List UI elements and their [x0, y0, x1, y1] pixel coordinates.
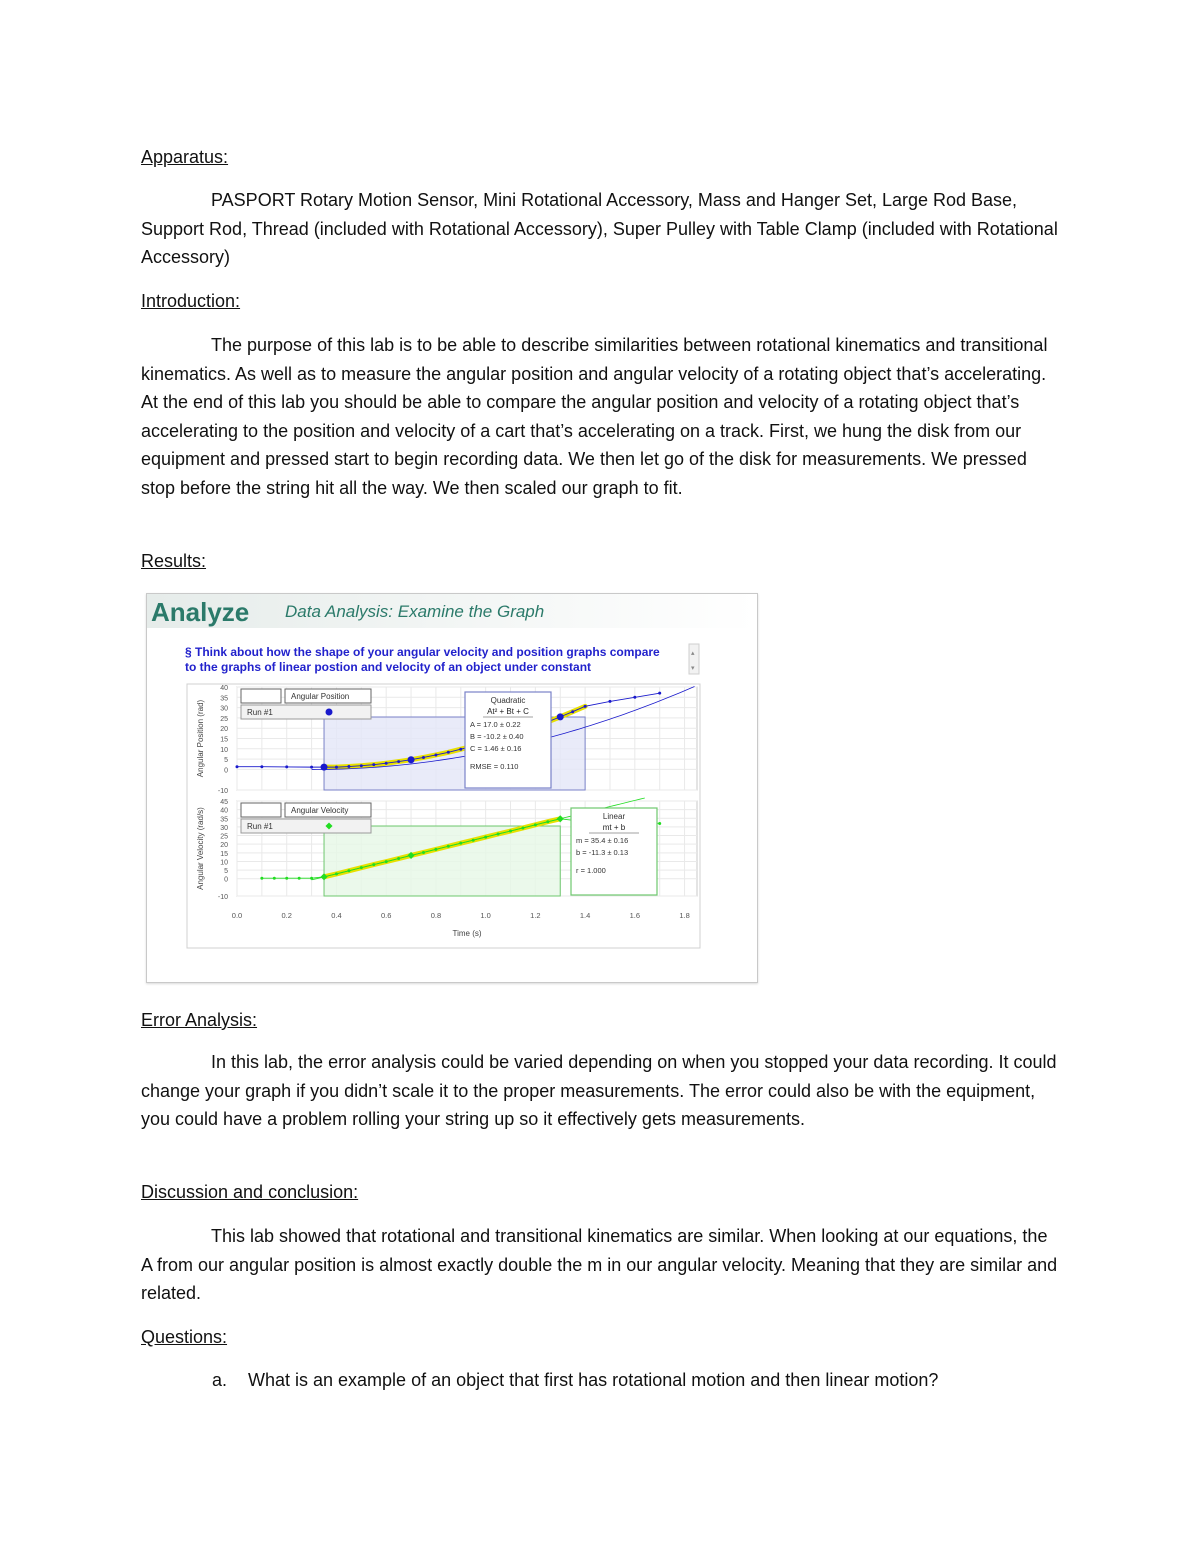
- position-legend-marker: [326, 709, 333, 716]
- position-y-tick-label: 40: [220, 685, 228, 692]
- x-tick-label: 1.8: [679, 911, 690, 920]
- x-tick-label: 1.6: [629, 911, 641, 920]
- velocity-data-point: [497, 832, 500, 835]
- position-marker-point: [557, 713, 564, 720]
- position-fit-line: RMSE = 0.110: [470, 762, 519, 771]
- velocity-data-point: [472, 839, 475, 842]
- velocity-legend-run: Run #1: [247, 822, 273, 831]
- velocity-fit-line: b = -11.3 ± 0.13: [576, 848, 629, 857]
- position-data-point: [236, 765, 239, 768]
- position-y-tick-label: 20: [220, 726, 228, 734]
- position-fit-equation: At² + Bt + C: [487, 707, 529, 716]
- velocity-y-tick-label: 35: [220, 816, 228, 824]
- x-tick-label: 0.8: [430, 911, 442, 920]
- scroll-up-icon[interactable]: ▴: [691, 649, 695, 657]
- position-fit-label: Quadratic: [490, 696, 526, 705]
- velocity-selection-region: [324, 826, 560, 896]
- position-marker-point: [408, 756, 415, 763]
- velocity-y-tick-label: 0: [224, 876, 228, 884]
- question-text: What is an example of an object that first has rotational motion and then linear motion?: [248, 1370, 939, 1390]
- x-tick-label: 1.4: [579, 911, 591, 920]
- x-tick-label: 0.2: [281, 911, 292, 920]
- discussion-text: This lab showed that rotational and transitional kinematics are similar. When looking at our equations, the A from our angular position is almost exactly double the m in our angular velocity. Meaning that they are similar and related.: [141, 1226, 1058, 1303]
- velocity-legend-header: Angular Velocity: [291, 806, 349, 815]
- position-data-point: [385, 762, 388, 765]
- scroll-down-icon[interactable]: ▾: [691, 664, 695, 672]
- position-y-tick-label: 0: [224, 767, 228, 775]
- velocity-data-point: [509, 830, 512, 833]
- position-data-point: [633, 696, 636, 699]
- position-y-tick-label: 5: [224, 757, 228, 765]
- velocity-fit-label: Linear: [602, 812, 626, 821]
- position-y-tick-label: 10: [220, 746, 228, 754]
- x-tick-label: 1.0: [480, 911, 491, 920]
- position-data-point: [447, 751, 450, 754]
- velocity-y-tick-label: 10: [220, 859, 228, 867]
- error-analysis-heading: Error Analysis:: [141, 1010, 258, 1030]
- velocity-data-point: [534, 823, 537, 826]
- velocity-fit-line: m = 35.4 ± 0.16: [576, 836, 629, 845]
- question-item: [212, 1369, 938, 1391]
- velocity-data-point: [422, 851, 425, 854]
- velocity-data-point: [484, 836, 487, 839]
- position-legend-blank: [241, 689, 281, 703]
- velocity-y-tick-label: 20: [220, 842, 228, 850]
- apparatus-heading: Apparatus:: [141, 147, 229, 167]
- position-data-point: [434, 753, 437, 756]
- x-tick-label: 0.4: [331, 911, 342, 920]
- position-data-point: [459, 748, 462, 751]
- position-data-point: [360, 764, 363, 767]
- velocity-legend-blank: [241, 803, 281, 817]
- position-y-tick-label: 25: [220, 715, 228, 723]
- apparatus-text: PASPORT Rotary Motion Sensor, Mini Rotational Accessory, Mass and Hanger Set, Large Rod Base, Support Rod, Thread (included with Rotational Accessory), Super Pulley with Table Clamp (included with Rotational Accessory): [141, 190, 1058, 267]
- velocity-data-point: [434, 848, 437, 851]
- error-analysis-text: In this lab, the error analysis could be varied depending on when you stopped your data recording. It could change your graph if you didn’t scale it to the proper measurements. The error could also be with the equipment, you could have a problem rolling your string up so it effectively gets measurements.: [141, 1052, 1057, 1129]
- position-fit-line: C = 1.46 ± 0.16: [470, 744, 522, 753]
- introduction-text: The purpose of this lab is to be able to describe similarities between rotational kinematics and transitional kinematics. As well as to measure the angular position and angular velocity of a rotating object that’s accelerating. At the end of this lab you should be able to compare the angular position and velocity of a rotating object that’s accelerating to the position and velocity of a cart that’s accelerating on a track. First, we hung the disk from our equipment and pressed start to begin recording data. We then let go of the disk for measurements. We pressed stop before the string hit all the way. We then scaled our graph to fit.: [141, 335, 1048, 498]
- position-data-point: [310, 766, 313, 769]
- velocity-data-point: [546, 820, 549, 823]
- velocity-y-axis-label: Angular Velocity (rad/s): [196, 807, 205, 890]
- question-marker: a.: [212, 1370, 228, 1390]
- position-data-point: [372, 763, 375, 766]
- x-axis-label: Time (s): [452, 929, 482, 938]
- velocity-data-point: [521, 826, 524, 829]
- position-data-point: [571, 710, 574, 713]
- velocity-data-point: [347, 869, 350, 872]
- position-data-point: [658, 692, 661, 695]
- position-legend-run: Run #1: [247, 708, 273, 717]
- velocity-data-point: [360, 866, 363, 869]
- velocity-y-tick-label: -10: [217, 894, 228, 901]
- figure-prompt-line1: § Think about how the shape of your angular velocity and position graphs compare: [185, 645, 660, 659]
- velocity-data-point: [372, 863, 375, 866]
- x-tick-label: 0.6: [380, 911, 392, 920]
- analysis-screenshot: [146, 593, 758, 983]
- velocity-y-tick-label: 40: [220, 807, 228, 815]
- x-tick-label: 1.2: [530, 911, 541, 920]
- position-fit-line: A = 17.0 ± 0.22: [470, 720, 521, 729]
- figure-prompt-line2: to the graphs of linear postion and velocity of an object under constant: [185, 660, 592, 674]
- velocity-data-point: [335, 872, 338, 875]
- questions-heading: Questions:: [141, 1327, 228, 1347]
- position-y-tick-label: 15: [220, 736, 228, 744]
- position-data-point: [397, 760, 400, 763]
- velocity-y-tick-label: 15: [220, 850, 228, 858]
- velocity-fit-line: r = 1.000: [576, 866, 606, 875]
- position-data-point: [347, 765, 350, 768]
- position-data-point: [260, 765, 263, 768]
- figure-header-title: Analyze: [151, 597, 250, 627]
- x-tick-label: 0.0: [231, 911, 243, 920]
- position-y-tick-label: -10: [217, 788, 228, 795]
- velocity-data-point: [273, 877, 276, 880]
- introduction-heading: Introduction:: [141, 291, 241, 311]
- position-data-point: [335, 766, 338, 769]
- velocity-y-tick-label: 30: [220, 824, 228, 832]
- velocity-data-point: [658, 822, 661, 825]
- position-data-point: [422, 756, 425, 759]
- position-y-axis-label: Angular Position (rad): [196, 699, 205, 778]
- analysis-figure: [147, 594, 757, 982]
- position-legend-header: Angular Position: [291, 692, 350, 701]
- position-fit-line: B = -10.2 ± 0.40: [470, 732, 524, 741]
- results-heading: Results:: [141, 551, 207, 571]
- velocity-y-tick-label: 25: [220, 833, 228, 841]
- velocity-data-point: [397, 857, 400, 860]
- position-y-tick-label: 30: [220, 705, 228, 713]
- velocity-data-point: [310, 877, 313, 880]
- velocity-fit-equation: mt + b: [602, 823, 626, 832]
- discussion-heading: Discussion and conclusion:: [141, 1182, 359, 1202]
- velocity-data-point: [385, 860, 388, 863]
- velocity-data-point: [285, 877, 288, 880]
- velocity-data-point: [298, 877, 301, 880]
- position-y-tick-label: 35: [220, 695, 228, 703]
- velocity-y-tick-label: 5: [224, 868, 228, 876]
- position-data-point: [584, 705, 587, 708]
- position-data-point: [285, 765, 288, 768]
- velocity-data-point: [260, 877, 263, 880]
- velocity-data-point: [459, 842, 462, 845]
- position-data-point: [608, 700, 611, 703]
- velocity-data-point: [447, 845, 450, 848]
- position-marker-point: [321, 764, 328, 771]
- velocity-y-tick-label: 45: [220, 799, 228, 806]
- figure-header-subtitle: Data Analysis: Examine the Graph: [285, 602, 545, 621]
